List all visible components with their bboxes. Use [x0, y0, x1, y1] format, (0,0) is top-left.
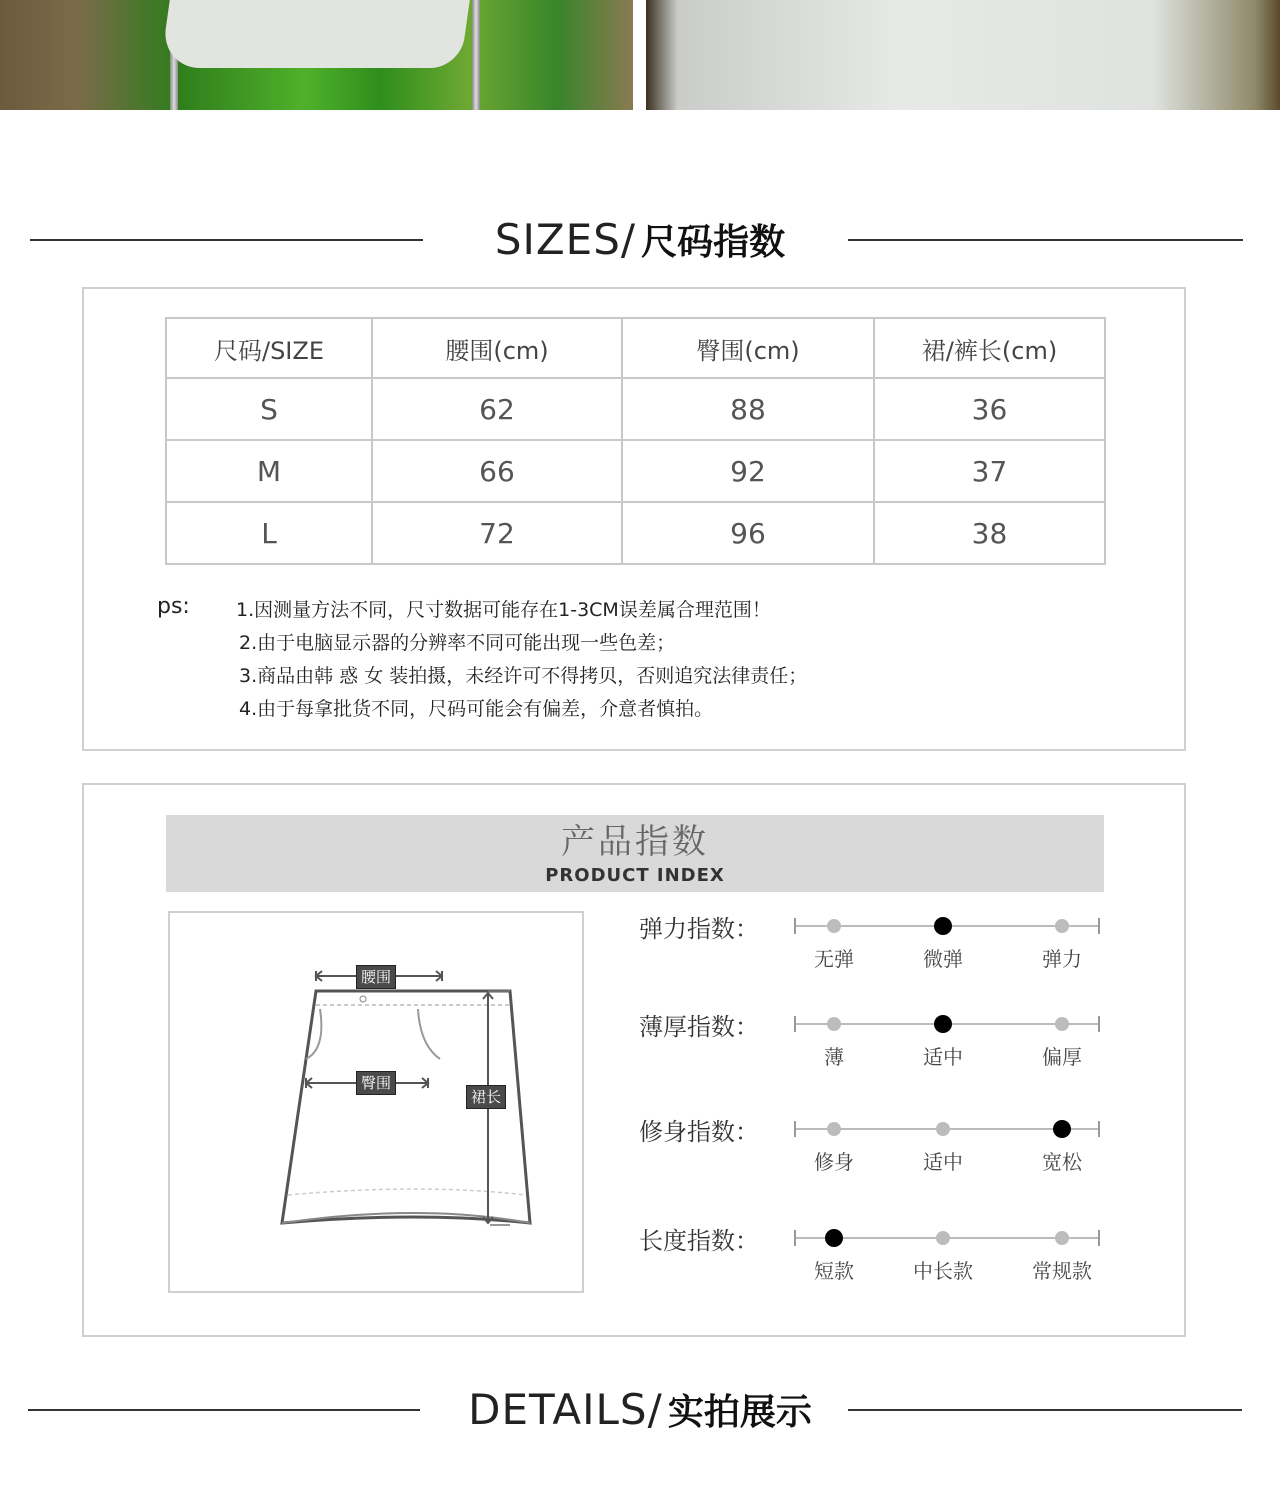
metric-label: 薄厚指数： — [639, 1013, 759, 1041]
table-row — [166, 378, 1105, 440]
title-slash: / — [620, 215, 637, 264]
hip-cell: 92 — [622, 440, 874, 502]
metric-track-end — [794, 1230, 796, 1246]
size-table — [165, 317, 1106, 565]
title-slash: / — [647, 1385, 663, 1434]
metric-option-label: 适中 — [923, 1150, 963, 1174]
length-cell: 37 — [874, 440, 1105, 502]
metric-option-label: 中长款 — [913, 1259, 973, 1283]
metric-track-end — [794, 1121, 796, 1137]
metric-dot-selected — [934, 1015, 952, 1033]
ps-notes-list — [236, 594, 807, 726]
metric-dot — [1055, 919, 1069, 933]
size-panel — [82, 287, 1186, 751]
table-row — [166, 440, 1105, 502]
product-index-header — [166, 815, 1104, 892]
hip-cell: 96 — [622, 502, 874, 564]
size-cell: L — [166, 502, 372, 564]
sizes-section-title — [0, 210, 1280, 270]
header-size: 尺码/SIZE — [166, 318, 372, 378]
metric-dot — [1055, 1231, 1069, 1245]
details-title-cn: 实拍展示 — [667, 1392, 812, 1433]
sizes-title-en: SIZES — [494, 215, 621, 264]
size-cell: S — [166, 378, 372, 440]
metric-dot-selected — [934, 917, 952, 935]
metric-option-label: 微弹 — [923, 947, 963, 971]
details-section-title — [0, 1380, 1280, 1440]
metric-option-label: 常规款 — [1032, 1259, 1092, 1283]
metric-label: 弹力指数： — [639, 915, 759, 943]
metric-label: 长度指数： — [639, 1227, 759, 1255]
waist-tag: 腰围 — [356, 965, 396, 989]
product-index-panel — [82, 783, 1186, 1337]
ps-note: 3.商品由韩 惑 女 装拍摄，未经许可不得拷贝，否则追究法律责任； — [239, 665, 808, 687]
metric-option-label: 短款 — [814, 1259, 854, 1283]
rack-rod — [472, 0, 480, 110]
metric-dot — [1055, 1017, 1069, 1031]
product-index-title-en: PRODUCT INDEX — [545, 865, 725, 886]
header-hip: 臀围(cm) — [622, 318, 874, 378]
product-index-title-cn: 产品指数 — [561, 822, 709, 862]
title-rule-right — [848, 1409, 1242, 1411]
metric-track-end — [794, 918, 796, 934]
metric-track-end — [1098, 1121, 1100, 1137]
product-photo-left — [0, 0, 633, 110]
metric-option-label: 薄 — [824, 1045, 844, 1069]
header-length: 裙/裤长(cm) — [874, 318, 1105, 378]
sizes-title-cn: 尺码指数 — [641, 222, 786, 263]
title-rule-right — [848, 239, 1243, 241]
waist-cell: 62 — [372, 378, 622, 440]
length-cell: 38 — [874, 502, 1105, 564]
metric-option-label: 偏厚 — [1042, 1045, 1082, 1069]
metric-dot-selected — [1053, 1120, 1071, 1138]
metric-track-end — [1098, 918, 1100, 934]
metric-option-label: 修身 — [814, 1150, 854, 1174]
metric-dot — [936, 1122, 950, 1136]
hip-cell: 88 — [622, 378, 874, 440]
metric-track-end — [1098, 1016, 1100, 1032]
header-waist: 腰围(cm) — [372, 318, 622, 378]
hip-tag: 臀围 — [356, 1071, 396, 1095]
ps-note: 4.由于每拿批货不同，尺码可能会有偏差，介意者慎拍。 — [239, 698, 714, 720]
metric-dot — [827, 919, 841, 933]
skirt-measure-diagram — [168, 911, 584, 1293]
ps-note: 2.由于电脑显示器的分辨率不同可能出现一些色差； — [239, 632, 676, 654]
metric-dot — [827, 1122, 841, 1136]
details-title-en: DETAILS — [468, 1385, 648, 1434]
waist-cell: 66 — [372, 440, 622, 502]
length-tag: 裙长 — [466, 1085, 506, 1109]
metric-option-label: 弹力 — [1042, 947, 1082, 971]
skirt-fabric — [160, 0, 470, 68]
table-row — [166, 502, 1105, 564]
metric-label: 修身指数： — [639, 1118, 759, 1146]
metric-dot — [936, 1231, 950, 1245]
metric-option-label: 适中 — [923, 1045, 963, 1069]
ps-label: ps: — [157, 594, 190, 619]
metric-option-label: 无弹 — [814, 947, 854, 971]
metric-track-end — [794, 1016, 796, 1032]
metric-option-label: 宽松 — [1042, 1150, 1082, 1174]
product-photo-right — [646, 0, 1280, 110]
metric-dot-selected — [825, 1229, 843, 1247]
metric-dot — [827, 1017, 841, 1031]
ps-note: 1.因测量方法不同，尺寸数据可能存在1-3CM误差属合理范围！ — [236, 599, 771, 621]
waist-cell: 72 — [372, 502, 622, 564]
metric-track-end — [1098, 1230, 1100, 1246]
size-cell: M — [166, 440, 372, 502]
size-table-header-row — [166, 318, 1105, 378]
length-cell: 36 — [874, 378, 1105, 440]
